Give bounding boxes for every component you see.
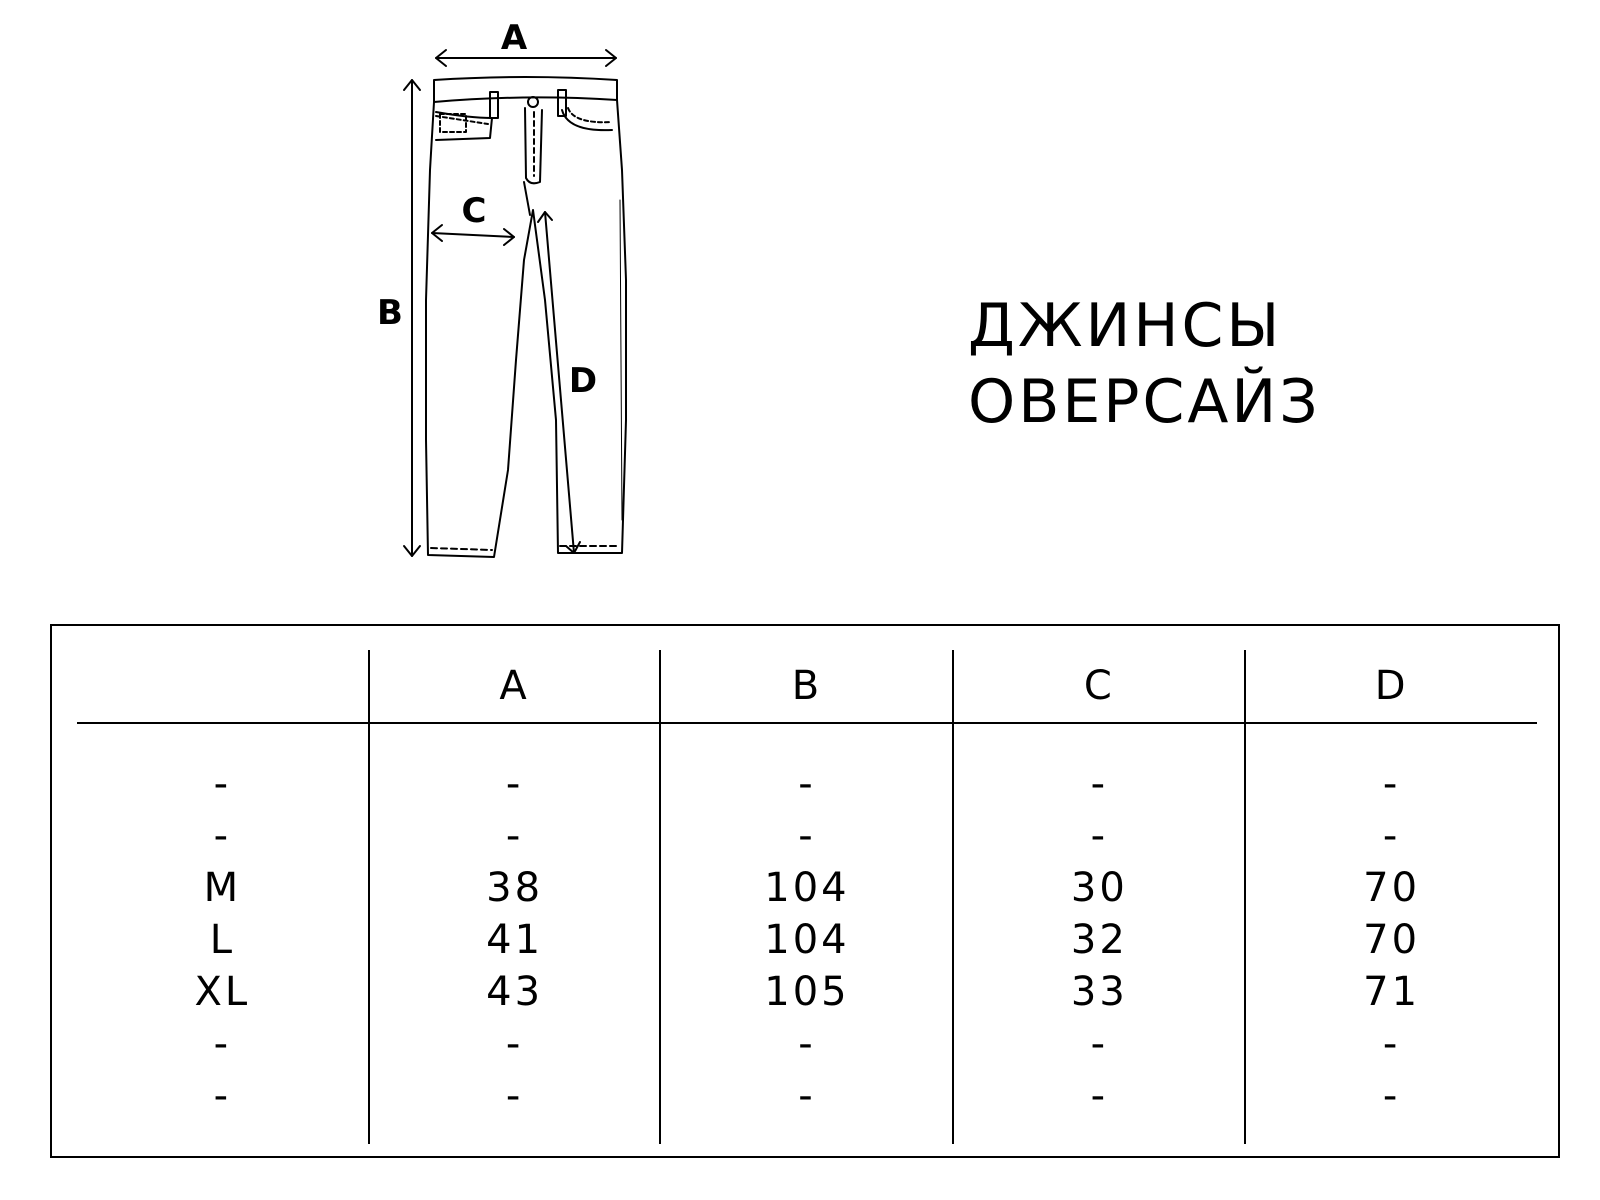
table-cell: 105 bbox=[660, 966, 953, 1018]
table-cell: XL bbox=[194, 969, 251, 1015]
header-d: D bbox=[1245, 650, 1537, 723]
table-cell: - bbox=[660, 1070, 953, 1144]
table-cell: 32 bbox=[953, 914, 1245, 966]
table-row bbox=[77, 966, 1537, 1018]
table-row bbox=[77, 723, 1537, 810]
label-c: C bbox=[461, 191, 487, 231]
table-cell: - bbox=[1245, 1070, 1537, 1144]
table-cell: - bbox=[1245, 723, 1537, 810]
header-size bbox=[77, 650, 369, 723]
table-cell: 70 bbox=[1245, 862, 1537, 914]
label-a: A bbox=[500, 18, 528, 58]
table-cell: - bbox=[369, 810, 661, 862]
size-table bbox=[77, 650, 1537, 1144]
table-cell: - bbox=[953, 723, 1245, 810]
table-cell: - bbox=[369, 1070, 661, 1144]
table-cell: L bbox=[209, 917, 235, 963]
table-row bbox=[77, 862, 1537, 914]
table-cell: 30 bbox=[953, 862, 1245, 914]
table-cell: - bbox=[660, 810, 953, 862]
table-cell: - bbox=[660, 723, 953, 810]
table-cell: - bbox=[1245, 1018, 1537, 1070]
table-cell: M bbox=[203, 865, 242, 911]
table-cell: 41 bbox=[369, 914, 661, 966]
table-cell: 38 bbox=[369, 862, 661, 914]
table-cell: - bbox=[953, 1070, 1245, 1144]
table-cell: - bbox=[369, 1018, 661, 1070]
table-cell: - bbox=[213, 1021, 232, 1067]
header-b: B bbox=[660, 650, 953, 723]
table-cell: - bbox=[213, 813, 232, 859]
table-cell: - bbox=[953, 1018, 1245, 1070]
title-line-2: ОВЕРСАЙЗ bbox=[968, 367, 1321, 437]
table-cell: - bbox=[369, 723, 661, 810]
table-cell: 104 bbox=[660, 914, 953, 966]
table-cell: 33 bbox=[953, 966, 1245, 1018]
table-row bbox=[77, 1070, 1537, 1144]
table-row bbox=[77, 914, 1537, 966]
table-row bbox=[77, 810, 1537, 862]
table-cell: 104 bbox=[660, 862, 953, 914]
table-cell: - bbox=[1245, 810, 1537, 862]
table-cell: - bbox=[213, 761, 232, 807]
table-cell: - bbox=[660, 1018, 953, 1070]
table-cell: 70 bbox=[1245, 914, 1537, 966]
table-header-row bbox=[77, 650, 1537, 723]
measure-arrow-b bbox=[404, 80, 420, 556]
label-b: B bbox=[377, 293, 403, 333]
table-cell: - bbox=[953, 810, 1245, 862]
table-cell: - bbox=[213, 1073, 232, 1119]
table-row bbox=[77, 1018, 1537, 1070]
table-cell: 71 bbox=[1245, 966, 1537, 1018]
size-table-frame bbox=[50, 624, 1560, 1158]
header-a: A bbox=[369, 650, 661, 723]
page-title bbox=[968, 288, 1321, 440]
header-c: C bbox=[953, 650, 1245, 723]
label-d: D bbox=[568, 361, 598, 401]
title-line-1: ДЖИНСЫ bbox=[968, 291, 1283, 361]
table-cell: 43 bbox=[369, 966, 661, 1018]
